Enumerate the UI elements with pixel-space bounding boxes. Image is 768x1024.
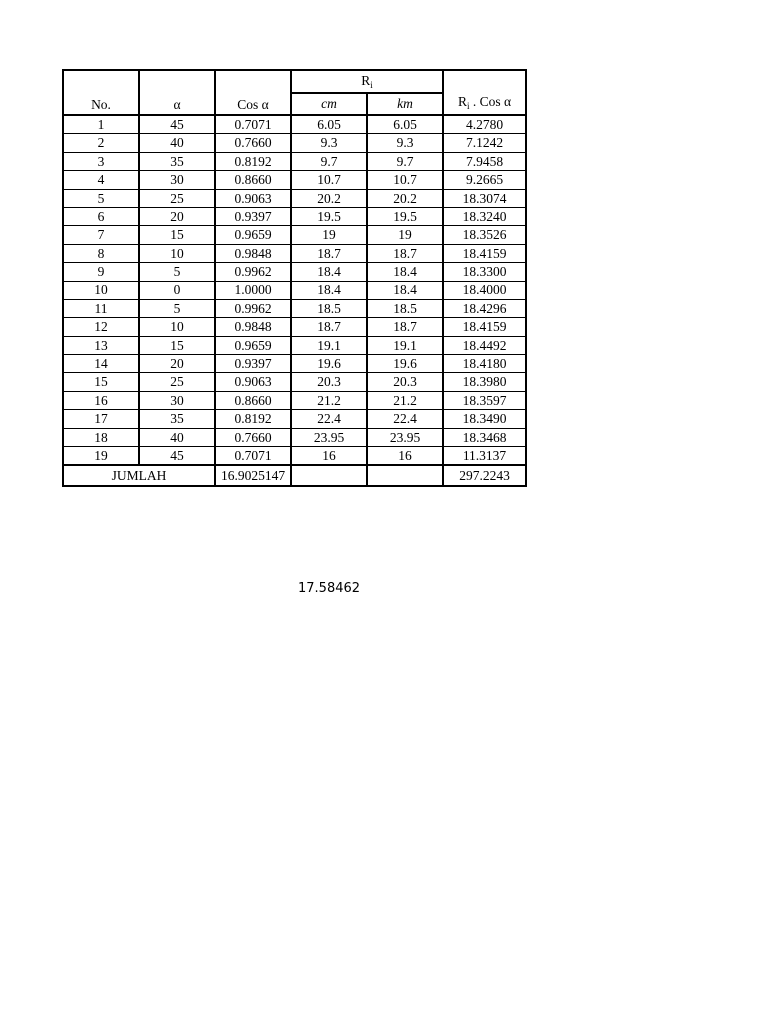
cell-no: 11 <box>63 299 139 317</box>
table-row <box>63 134 526 152</box>
cell-km: 20.3 <box>367 373 443 391</box>
cell-cos: 0.8660 <box>215 171 291 189</box>
cell-no: 9 <box>63 263 139 281</box>
cell-ri-cos: 18.3468 <box>443 428 526 446</box>
cell-ri-cos: 18.3526 <box>443 226 526 244</box>
header-ri-cos-sub: i <box>466 101 470 111</box>
table-row <box>63 152 526 170</box>
cell-no: 17 <box>63 410 139 428</box>
cell-km: 18.7 <box>367 244 443 262</box>
cell-km: 19.5 <box>367 207 443 225</box>
cell-km: 9.3 <box>367 134 443 152</box>
cell-no: 13 <box>63 336 139 354</box>
cell-cos: 0.7071 <box>215 115 291 134</box>
cell-cm: 19.6 <box>291 355 367 373</box>
cell-cos: 0.8192 <box>215 410 291 428</box>
cell-cos: 0.7660 <box>215 134 291 152</box>
cell-no: 16 <box>63 391 139 409</box>
cell-km: 18.4 <box>367 263 443 281</box>
cell-ri-cos: 7.1242 <box>443 134 526 152</box>
table-row <box>63 189 526 207</box>
cell-no: 1 <box>63 115 139 134</box>
cell-alpha: 5 <box>139 263 215 281</box>
table-row <box>63 171 526 189</box>
table-body <box>63 115 526 465</box>
cell-ri-cos: 18.4159 <box>443 244 526 262</box>
cell-alpha: 25 <box>139 373 215 391</box>
cell-km: 18.7 <box>367 318 443 336</box>
table-row <box>63 281 526 299</box>
cell-ri-cos: 18.4159 <box>443 318 526 336</box>
cell-alpha: 20 <box>139 207 215 225</box>
total-cm <box>291 465 367 486</box>
table-row <box>63 373 526 391</box>
result-value: 17.58462 <box>298 581 361 596</box>
header-ri-cos <box>443 70 526 115</box>
cell-alpha: 0 <box>139 281 215 299</box>
cell-cm: 18.4 <box>291 263 367 281</box>
table-row <box>63 336 526 354</box>
total-ri-cos: 297.2243 <box>443 465 526 486</box>
cell-cos: 0.7660 <box>215 428 291 446</box>
cell-no: 5 <box>63 189 139 207</box>
cell-cos: 0.9962 <box>215 263 291 281</box>
cell-cos: 0.9848 <box>215 318 291 336</box>
header-km: km <box>367 93 443 115</box>
header-ri-sub: i <box>370 79 373 90</box>
cell-cos: 0.9397 <box>215 207 291 225</box>
cell-cm: 6.05 <box>291 115 367 134</box>
cell-alpha: 15 <box>139 336 215 354</box>
cell-km: 18.5 <box>367 299 443 317</box>
table-row <box>63 318 526 336</box>
cell-alpha: 30 <box>139 171 215 189</box>
cell-ri-cos: 18.4492 <box>443 336 526 354</box>
header-cos: Cos α <box>215 70 291 115</box>
cell-ri-cos: 9.2665 <box>443 171 526 189</box>
cell-km: 21.2 <box>367 391 443 409</box>
header-ri-cos-rest: . Cos α <box>469 94 512 109</box>
table-row <box>63 263 526 281</box>
header-no: No. <box>63 70 139 115</box>
cell-cos: 0.9063 <box>215 189 291 207</box>
cell-alpha: 45 <box>139 115 215 134</box>
cell-ri-cos: 18.3240 <box>443 207 526 225</box>
table-row <box>63 428 526 446</box>
cell-km: 9.7 <box>367 152 443 170</box>
cell-ri-cos: 18.3980 <box>443 373 526 391</box>
cell-alpha: 30 <box>139 391 215 409</box>
cell-cos: 0.7071 <box>215 447 291 466</box>
cell-cos: 1.0000 <box>215 281 291 299</box>
cell-no: 2 <box>63 134 139 152</box>
cell-alpha: 10 <box>139 318 215 336</box>
cell-ri-cos: 18.4000 <box>443 281 526 299</box>
cell-no: 12 <box>63 318 139 336</box>
cell-alpha: 35 <box>139 410 215 428</box>
cell-km: 6.05 <box>367 115 443 134</box>
cell-no: 10 <box>63 281 139 299</box>
cell-km: 16 <box>367 447 443 466</box>
total-cos: 16.9025147 <box>215 465 291 486</box>
cell-ri-cos: 18.3490 <box>443 410 526 428</box>
cell-cos: 0.9397 <box>215 355 291 373</box>
table-row <box>63 391 526 409</box>
table-row <box>63 226 526 244</box>
cell-cm: 19.5 <box>291 207 367 225</box>
cell-no: 14 <box>63 355 139 373</box>
header-alpha: α <box>139 70 215 115</box>
cell-alpha: 15 <box>139 226 215 244</box>
cell-ri-cos: 4.2780 <box>443 115 526 134</box>
cell-ri-cos: 18.3300 <box>443 263 526 281</box>
cell-cos: 0.8192 <box>215 152 291 170</box>
cell-cm: 20.2 <box>291 189 367 207</box>
total-km <box>367 465 443 486</box>
table-row <box>63 447 526 466</box>
cell-alpha: 40 <box>139 428 215 446</box>
cell-km: 19.1 <box>367 336 443 354</box>
table-row <box>63 410 526 428</box>
cell-ri-cos: 11.3137 <box>443 447 526 466</box>
cell-cm: 22.4 <box>291 410 367 428</box>
cell-cm: 18.4 <box>291 281 367 299</box>
cell-cm: 10.7 <box>291 171 367 189</box>
cell-km: 20.2 <box>367 189 443 207</box>
total-label: JUMLAH <box>63 465 215 486</box>
cell-cm: 16 <box>291 447 367 466</box>
header-ri-main: R <box>361 72 371 88</box>
table-row <box>63 115 526 134</box>
cell-cm: 19.1 <box>291 336 367 354</box>
cell-cm: 23.95 <box>291 428 367 446</box>
table-row <box>63 355 526 373</box>
cell-cm: 18.7 <box>291 244 367 262</box>
cell-cos: 0.9659 <box>215 226 291 244</box>
cell-km: 19 <box>367 226 443 244</box>
cell-no: 4 <box>63 171 139 189</box>
cell-cm: 21.2 <box>291 391 367 409</box>
cell-alpha: 45 <box>139 447 215 466</box>
cell-cos: 0.9063 <box>215 373 291 391</box>
cell-cm: 20.3 <box>291 373 367 391</box>
total-row <box>63 465 526 486</box>
table-row <box>63 207 526 225</box>
cell-ri-cos: 18.3597 <box>443 391 526 409</box>
cell-ri-cos: 18.4296 <box>443 299 526 317</box>
cell-ri-cos: 7.9458 <box>443 152 526 170</box>
header-ri-cos-main: R <box>457 94 467 109</box>
header-ri <box>291 70 443 93</box>
table-row <box>63 299 526 317</box>
cell-alpha: 5 <box>139 299 215 317</box>
cell-km: 18.4 <box>367 281 443 299</box>
cell-no: 19 <box>63 447 139 466</box>
cell-cm: 18.5 <box>291 299 367 317</box>
header-cm: cm <box>291 93 367 115</box>
cell-no: 15 <box>63 373 139 391</box>
cell-km: 23.95 <box>367 428 443 446</box>
cell-cm: 18.7 <box>291 318 367 336</box>
cell-km: 10.7 <box>367 171 443 189</box>
cell-alpha: 25 <box>139 189 215 207</box>
cell-alpha: 20 <box>139 355 215 373</box>
cell-cos: 0.9848 <box>215 244 291 262</box>
cell-no: 18 <box>63 428 139 446</box>
cell-no: 8 <box>63 244 139 262</box>
cell-cm: 9.7 <box>291 152 367 170</box>
cell-cm: 19 <box>291 226 367 244</box>
cell-no: 3 <box>63 152 139 170</box>
cell-ri-cos: 18.3074 <box>443 189 526 207</box>
table-row <box>63 244 526 262</box>
cell-cos: 0.9962 <box>215 299 291 317</box>
cell-alpha: 35 <box>139 152 215 170</box>
cell-cm: 9.3 <box>291 134 367 152</box>
cell-alpha: 10 <box>139 244 215 262</box>
cell-no: 7 <box>63 226 139 244</box>
cell-ri-cos: 18.4180 <box>443 355 526 373</box>
cell-cos: 0.8660 <box>215 391 291 409</box>
cell-km: 19.6 <box>367 355 443 373</box>
cell-alpha: 40 <box>139 134 215 152</box>
data-table <box>62 69 527 487</box>
cell-km: 22.4 <box>367 410 443 428</box>
cell-cos: 0.9659 <box>215 336 291 354</box>
cell-no: 6 <box>63 207 139 225</box>
